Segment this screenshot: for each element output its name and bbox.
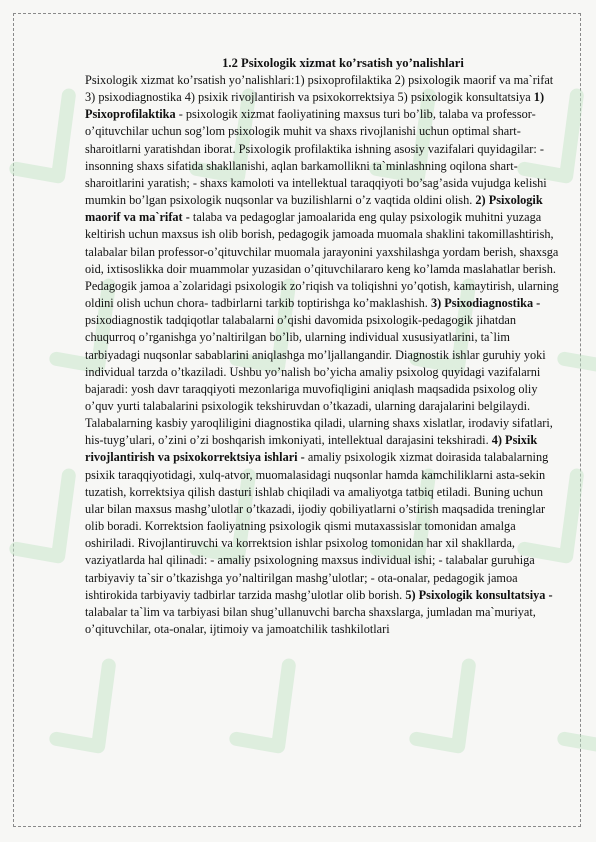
paragraph-text: talaba va pedagoglar jamoalarida eng qulay psixologik muhitni yuzaga keltirish uchun maxsus ish olib borish, pedagogik jamoada muomala shaklini takomillashtirish, talabalar bilan professor-o’qituvchilar muomala jarayonini yaxshilashga yordam berish, shaxsga oid, ixtisoslikka doir muammolar yuzasidan o’qituvchilararo keng ko’lamda maslahatlar berish. Pedagogik jamoa a`zolaridagi psixologik zo’riqish va toliqishni yo’qotish, kamaytirish, ularning oldini olish uchun chora- tadbirlarni tarkib toptirishga ko’maklashish.: [85, 210, 559, 311]
document-body: [85, 55, 561, 638]
section-subheading: 3) Psixodiagnostika -: [430, 296, 541, 311]
paragraph-text: Psixologik xizmat ko’rsatish yo’nalishlari:1) psixoprofilaktika 2) psixologik maorif va ma`rifat 3) psixodiagnostika 4) psixik rivojlantirish va psixokorrektsiya 5) psixologik konsultatsiya: [85, 73, 554, 105]
paragraph-text: psixodiagnostik tadqiqotlar talabalarni o’qishi davomida psixologik-pedagogik jihatdan chuqurroq o’rganishga yo’naltirilgan bo’lib, ularning individual xususiyatlarini, ta`lim tarbiyadagi nuqsonlar sabablarini aniqlashga mo’ljallangandir. Diagnostik ishlar guruhiy yoki individual tarzda o’tkaziladi. Ushbu yo’nalish bo’yicha amaliy psixolog quyidagi vazifalarni bajaradi: yosh davr taraqqiyoti mezonlariga muvofiqligini aniqlash maqsadida psixolog oliy o’quv yurti talabalarini psixologik tekshiruvdan o’tkazadi, ularning darajalarini belgilaydi. Talabalarning kasbiy yaroqliligini diagnostika qiladi, ularning shaxs xislatlar, irodaviy sifatlari, his-tuyg’ulari, o’zini o’zi boshqarish imkoniyati, intellektual darajasini tekshiradi.: [85, 313, 553, 448]
section-subheading: 1) Psixoprofilaktika: [85, 90, 545, 122]
paragraph-text: talabalar ta`lim va tarbiyasi bilan shug’ullanuvchi barcha shaxslarga, jumladan ma`muriyat, o’qituvchilar, ota-onalar, ijtimoiy va jamoatchilik tashkilotlari: [85, 604, 536, 636]
section-subheading: 2) Psixologik maorif va ma`rifat -: [85, 193, 543, 225]
section-paragraph: [85, 72, 561, 638]
section-heading: 1.2 Psixologik xizmat ko’rsatish yo’nalishlari: [222, 56, 464, 70]
section-subheading: 5) Psixologik konsultatsiya -: [405, 587, 553, 602]
paragraph-text: - psixologik xizmat faoliyatining maxsus turi bo’lib, talaba va professor-o’qituvchilar uchun sog’lom psixologik muhit va shaxs rivojlanishi uchun optimal shart-sharoitlarni yaratishdan iborat. Psixologik profilaktika ishning asosiy vazifalari quyidagilar: - insonning shaxs sifatida shakllanishi, aqlan barkamollikni ta`minlashning oqilona shart-sharoitlarini yaratish; - shaxs kamoloti va intellektual taraqqiyoti bo’sag’asida vujudga kelishi mumkin bo’lgan psixologik nuqsonlar va buzilishlarni o’z vaqtida oldini olish.: [85, 107, 547, 208]
paragraph-text: amaliy psixologik xizmat doirasida talabalarning psixik taraqqiyotidagi, xulq-atvor, muomalasidagi nuqsonlar hamda kamchiliklarni asta-sekin tuzatish, korrektsiya qilish dasturi ishlab chiqiladi va amaliyotga tatbiq etiladi. Buning uchun ular bilan maxsus mashg’ulotlar o’tkazadi, ijodiy qobiliyatlarni o’stirish maqsadida treninglar olib boradi. Korrektsion faoliyatning psixologik qismi mutaxassislar tomonidan amalga oshiriladi. Rivojlantiruvchi va korrektsion ishlar psixolog tomonidan har xil shakllarda, vaziyatlarda hal qilinadi: - amaliy psixologning maxsus individual ishi; - talabalar guruhiga tarbiyaviy ta`sir o’tkazishga yo’naltirilgan mashg’ulotlar; - ota-onalar, pedagogik jamoa ishtirokida tarbiyaviy tadbirlar tarzida mashg’ulotlar olib borish.: [85, 450, 549, 602]
section-subheading: 4) Psixik rivojlantirish va psixokorrektsiya ishlari -: [85, 433, 538, 465]
